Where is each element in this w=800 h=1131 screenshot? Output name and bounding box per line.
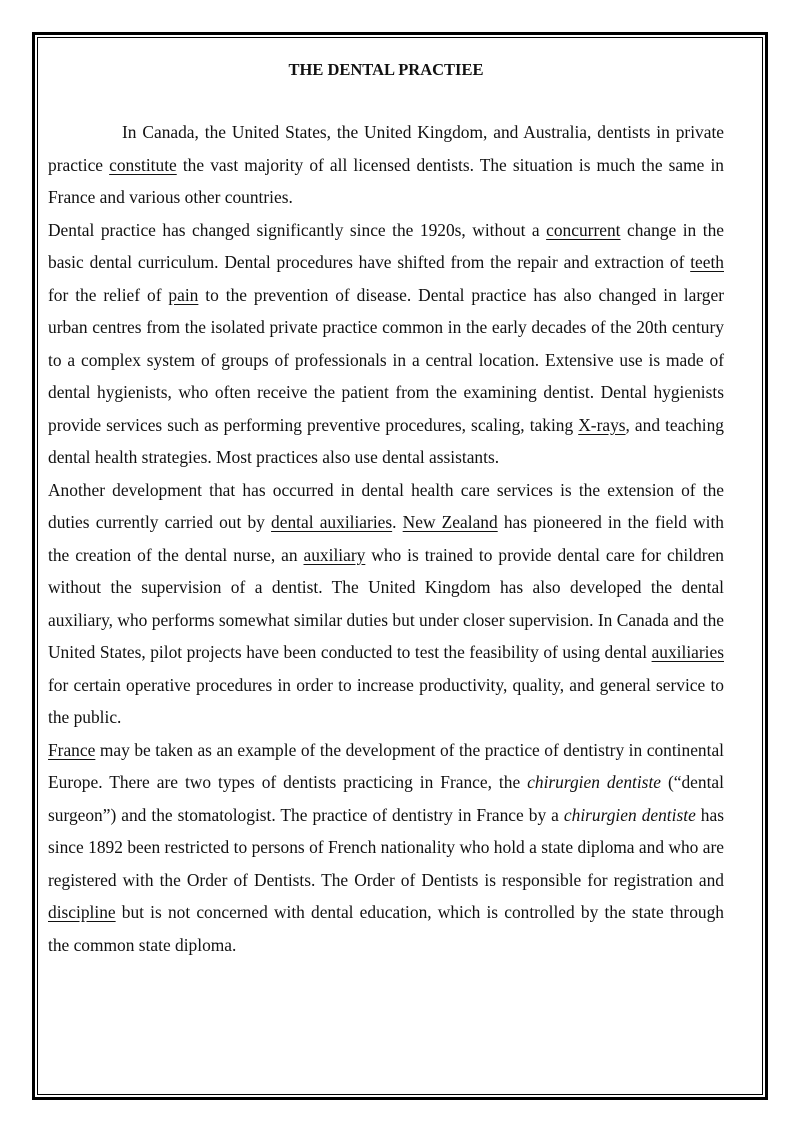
paragraph-4	[48, 734, 724, 962]
text-run: Dental practice has changed significantly since the 1920s, without a	[48, 219, 547, 240]
text-run: , and teaching dental health strategies. Most practices also use dental assistants.	[48, 414, 724, 467]
title-spacer	[48, 84, 724, 116]
underlined-term[interactable]: New Zealand	[402, 512, 498, 532]
text-run: In Canada, the United States, the United Kingdom, and Australia, dentists in private practice	[48, 122, 724, 175]
underlined-term[interactable]: X-rays	[578, 414, 626, 435]
document-title: THE DENTAL PRACTIEE	[288, 60, 484, 79]
text-run: Another development that has occurred in dental health care services is the extension of the duties currently carried out by	[48, 479, 724, 532]
text-run: for certain operative procedures in order to increase productivity, quality, and general service to the public.	[48, 674, 724, 727]
text-run: has pioneered in the field with the creation of the dental nurse, an	[48, 512, 725, 565]
text-run: .	[392, 512, 403, 532]
text-run: the vast majority of all licensed dentists. The situation is much the same in France and various other countries.	[48, 154, 724, 207]
text-run: has since 1892 been restricted to persons of French nationality who hold a state diploma and who are registered with the Order of Dentists. The Order of Dentists is responsible for registration and	[48, 804, 724, 890]
text-run: who is trained to provide dental care for children without the supervision of a dentist. The United Kingdom has also developed the dental auxiliary, who performs somewhat similar duties but under closer supervision. In Canada and the United States, pilot projects have been conducted to test the feasibility of using dental	[48, 544, 724, 662]
underlined-term[interactable]: dental auxiliaries	[271, 512, 393, 532]
underlined-term[interactable]: discipline	[48, 902, 116, 922]
underlined-term[interactable]: pain	[168, 284, 199, 305]
underlined-term[interactable]: concurrent	[546, 219, 621, 240]
text-run: change in the basic dental curriculum. Dental procedures have shifted from the repair and extraction of	[48, 219, 724, 272]
text-run: (“dental surgeon”) and the stomatologist. The practice of dentistry in France by a	[48, 772, 724, 825]
text-run: but is not concerned with dental education, which is controlled by the state through the common state diploma.	[48, 902, 724, 955]
italic-term: chirurgien dentiste	[527, 772, 661, 792]
italic-term: chirurgien dentiste	[563, 804, 696, 825]
underlined-term[interactable]: auxiliary	[303, 544, 366, 565]
underlined-term[interactable]: teeth	[690, 252, 724, 272]
paragraph-3	[48, 474, 724, 734]
paragraph-2	[48, 214, 724, 474]
paragraph-1	[48, 116, 724, 214]
document-body	[48, 56, 724, 961]
underlined-term[interactable]: France	[48, 739, 96, 760]
underlined-term[interactable]: auxiliaries	[651, 642, 724, 662]
text-run: may be taken as an example of the development of the practice of dentistry in continental Europe. There are two types of dentists practicing in France, the	[48, 739, 724, 792]
underlined-term[interactable]: constitute	[109, 154, 177, 175]
text-run: to the prevention of disease. Dental practice has also changed in larger urban centres from the isolated private practice common in the early decades of the 20th century to a complex system of groups of professionals in a central location. Extensive use is made of dental hygienists, who often receive the patient from the examining dentist. Dental hygienists provide services such as performing preventive procedures, scaling, taking	[48, 284, 724, 435]
text-run: for the relief of	[48, 284, 169, 305]
